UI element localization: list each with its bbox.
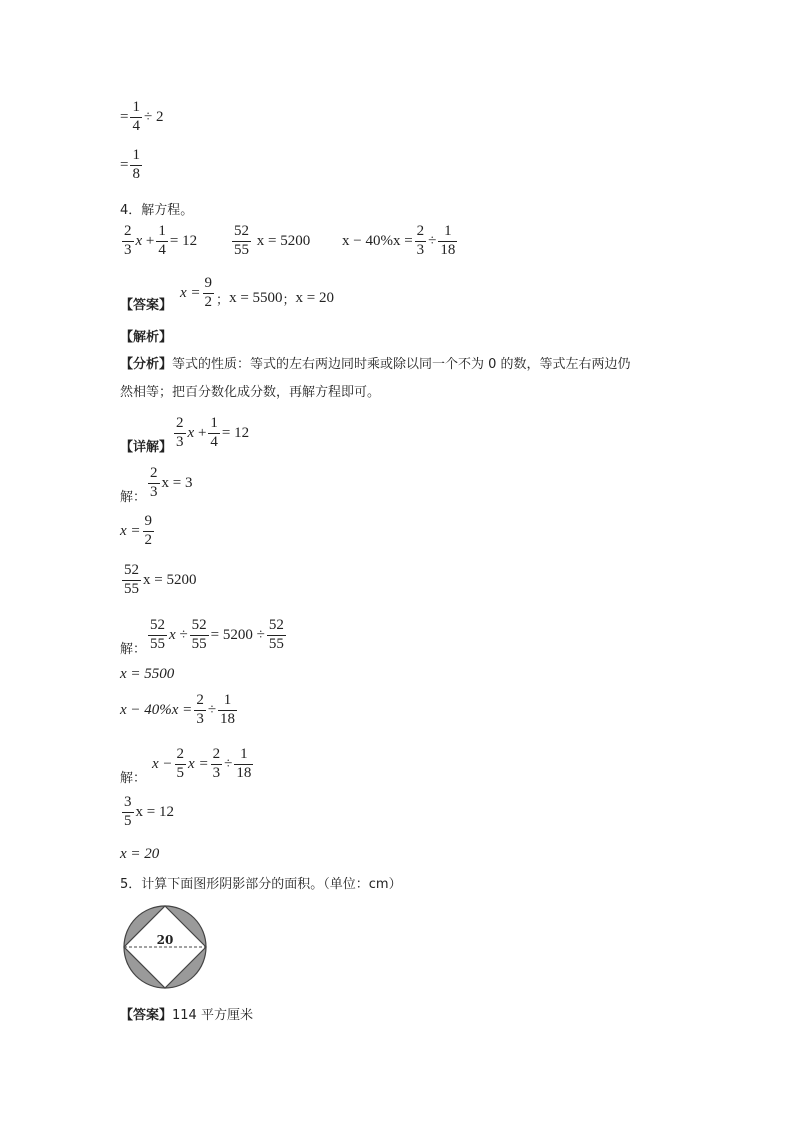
detail-step-5: 解： $\frac{52}{55}$ x ÷ $\frac{52}{55}$ = 5200 ÷ $\frac{52}{55}$ (120, 617, 284, 657)
q4-equation-3: x − 40%x = $\frac{2}{3}$ ÷ $\frac{1}{18}$ (342, 223, 456, 258)
shaded-area-figure (120, 904, 212, 990)
diameter-label: 20 (156, 933, 174, 947)
circle-square-diagram (120, 904, 212, 990)
fraction: $\frac{1}{4}$ (132, 99, 140, 134)
q4-answer: 【答案】 x = $\frac{9}{2}$ ； x = 5500 ； x = 20 (120, 275, 335, 313)
detail-step-3: x = $\frac{9}{2}$ (120, 513, 153, 548)
answer-label: 【答案】 (120, 1008, 173, 1023)
detail-step-4: $\frac{52}{55}$ x = 5200 (124, 562, 197, 597)
calc-line-2 (120, 148, 144, 183)
detail-step-7: x − 40%x = $\frac{2}{3}$ ÷ $\frac{1}{18}$ (120, 692, 236, 727)
detail-step-6: x = 5500 (120, 666, 175, 682)
q4-equation-1: $\frac{2}{3}$ x + $\frac{1}{4}$ = 12 (124, 223, 198, 258)
question-4-title: 4．解方程。 (120, 203, 194, 218)
fraction: $\frac{1}{8}$ (132, 147, 140, 182)
analysis-paragraph: 【分析】等式的性质：等式的左右两边同时乘或除以同一个不为 0 的数，等式左右两边仍 然相等；把百分数化成分数，再解方程即可。 (120, 357, 631, 400)
calc-line-1 (120, 100, 163, 135)
detail-step-9: $\frac{3}{5}$ x = 12 (124, 794, 174, 829)
analysis-label: 【解析】 (120, 330, 173, 345)
equals-sign: = (120, 156, 129, 173)
detail-label: 【详解】 (120, 440, 173, 455)
q4-equation-2: $\frac{52}{55}$ x = 5200 (234, 223, 311, 258)
question-5-title: 5．计算下面图形阴影部分的面积。（单位：cm） (120, 877, 402, 892)
fenxi-label: 【分析】 (120, 357, 173, 372)
operator-text: ÷ 2 (143, 108, 164, 125)
detail-step-1: 【详解】 $\frac{2}{3}$ x + $\frac{1}{4}$ = 12 (120, 415, 250, 455)
equals-sign: = (120, 108, 129, 125)
detail-step-8: 解： x − $\frac{2}{5}$ x = $\frac{2}{3}$ ÷ $\frac{1}{18}$ (120, 746, 252, 786)
detail-step-10: x = 20 (120, 846, 160, 862)
q5-answer: 【答案】114 平方厘米 (120, 1008, 253, 1023)
detail-step-2: 解： $\frac{2}{3}$ x = 3 (120, 465, 193, 505)
answer-label: 【答案】 (120, 298, 173, 313)
